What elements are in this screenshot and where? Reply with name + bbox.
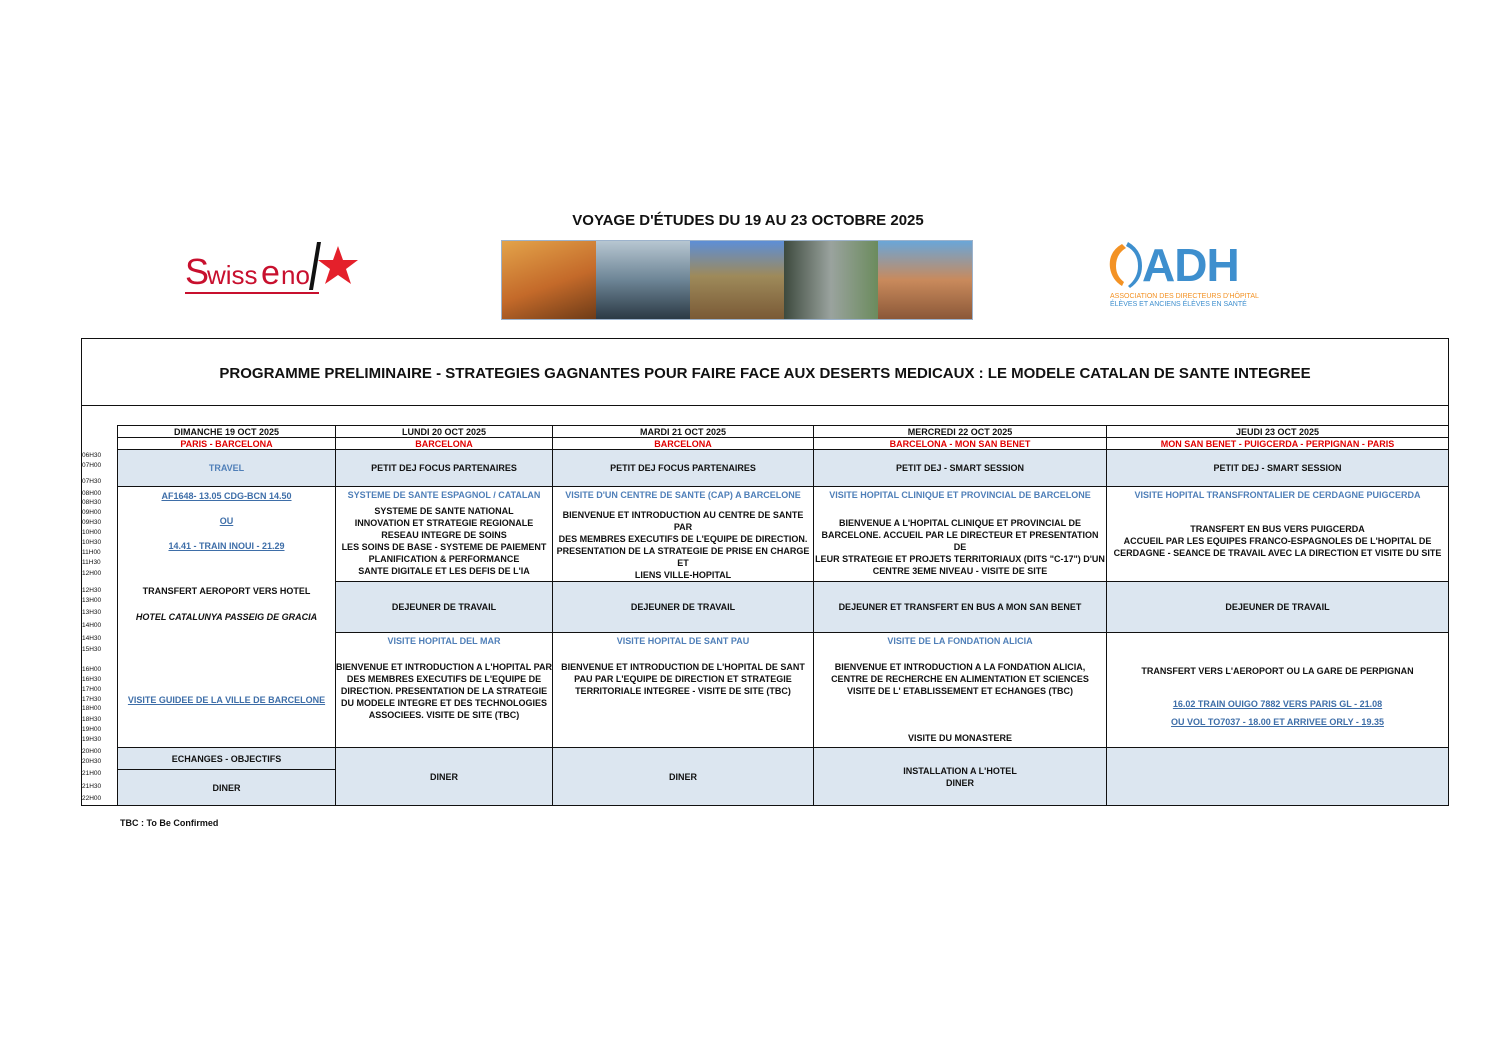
sunday-dinner: DINER xyxy=(117,769,336,806)
hour-label: 21H30 xyxy=(82,783,102,790)
tuesday-afternoon-line-1: BIENVENUE ET INTRODUCTION DE L'HOPITAL DE SANT xyxy=(561,662,805,672)
svg-text:wiss: wiss xyxy=(207,260,258,290)
sunday-exchanges: ECHANGES - OBJECTIFS xyxy=(117,747,336,770)
monday-afternoon-line-5: ASSOCIEES. VISITE DE SITE (TBC) xyxy=(368,710,520,720)
hour-label: 19H00 xyxy=(82,726,102,733)
monday-afternoon-line-3: DIRECTION. PRESENTATION DE LA STRATEGIE xyxy=(340,686,548,696)
location-sunday: PARIS - BARCELONA xyxy=(117,437,336,450)
monday-dinner: DINER xyxy=(335,747,553,806)
hour-label: 13H00 xyxy=(82,597,102,604)
tuesday-dinner: DINER xyxy=(552,747,814,806)
thursday-afternoon xyxy=(1106,632,1449,748)
tuesday-morning-line-2: DES MEMBRES EXECUTIFS DE L'EQUIPE DE DIRECTION. xyxy=(558,534,808,544)
hour-label: 12H00 xyxy=(82,570,102,577)
hour-label: 17H00 xyxy=(82,686,102,693)
monday-afternoon-line-1: BIENVENUE ET INTRODUCTION A L'HOPITAL PAR xyxy=(336,662,552,672)
sunday-hotel: HOTEL CATALUNYA PASSEIG DE GRACIA xyxy=(135,612,318,622)
hour-label: 21H00 xyxy=(82,770,102,777)
wednesday-evening-line-1: INSTALLATION A L'HOTEL xyxy=(903,765,1017,776)
wednesday-lunch: DEJEUNER ET TRANSFERT EN BUS A MON SAN BENET xyxy=(813,581,1107,633)
hour-label: 14H30 xyxy=(82,635,102,642)
monday-morning xyxy=(335,486,553,582)
tuesday-morning xyxy=(552,486,814,582)
sunday-city-tour-link[interactable]: VISITE GUIDEE DE LA VILLE DE BARCELONE xyxy=(127,695,326,705)
monday-morning-line-4: LES SOINS DE BASE - SYSTEME DE PAIEMENT xyxy=(341,542,547,552)
wednesday-evening-line-2: DINER xyxy=(945,777,974,788)
thursday-lunch: DEJEUNER DE TRAVAIL xyxy=(1106,581,1449,633)
hour-label: 16H30 xyxy=(82,676,102,683)
wednesday-afternoon xyxy=(813,632,1107,748)
tuesday-afternoon-line-3: TERRITORIALE INTEGREE - VISITE DE SITE (TBC) xyxy=(575,686,791,696)
hour-label: 16H00 xyxy=(82,666,102,673)
day-header-wednesday: MERCREDI 22 OCT 2025 xyxy=(813,425,1107,438)
monday-lunch: DEJEUNER DE TRAVAIL xyxy=(335,581,553,633)
hour-label: 07H00 xyxy=(82,462,102,469)
sunday-ou-link[interactable]: OU xyxy=(219,516,234,526)
footnote: TBC : To Be Confirmed xyxy=(120,818,219,828)
hour-label: 06H30 xyxy=(82,452,102,459)
hour-label: 08H30 xyxy=(82,499,102,506)
divider xyxy=(81,405,1449,406)
hour-label: 11H30 xyxy=(82,559,101,566)
location-thursday: MON SAN BENET - PUIGCERDA - PERPIGNAN - PARIS xyxy=(1106,437,1449,450)
hour-label: 18H30 xyxy=(82,716,102,723)
tuesday-afternoon xyxy=(552,632,814,748)
hour-label: 10H30 xyxy=(82,539,102,546)
sunday-main xyxy=(117,486,336,748)
wednesday-morning-line-2: BARCELONE. ACCUEIL PAR LE DIRECTEUR ET PRESENTATION DE xyxy=(821,530,1099,552)
swissenov-logo xyxy=(185,238,365,300)
program-title: PROGRAMME PRELIMINAIRE - STRATEGIES GAGNANTES POUR FAIRE FACE AUX DESERTS MEDICAUX : LE MODELE CATALAN DE SANTE INTEGREE xyxy=(219,365,1311,382)
sunday-flight-link[interactable]: AF1648- 13.05 CDG-BCN 14.50 xyxy=(161,491,292,501)
tuesday-morning-line-3: PRESENTATION DE LA STRATEGIE DE PRISE EN CHARGE ET xyxy=(556,546,810,568)
wednesday-morning-line-1: BIENVENUE A L'HOPITAL CLINIQUE ET PROVINCIAL DE xyxy=(839,518,1081,528)
hour-label: 17H30 xyxy=(82,696,102,703)
tuesday-morning-line-4: LIENS VILLE-HOPITAL xyxy=(634,570,732,580)
tuesday-morning-title: VISITE D'UN CENTRE DE SANTE (CAP) A BARCELONE xyxy=(565,489,801,500)
wednesday-evening xyxy=(813,747,1107,806)
wednesday-afternoon-line-3: VISITE DE L' ETABLISSEMENT ET ECHANGES (TBC) xyxy=(847,686,1073,696)
sunday-transfer: TRANSFERT AEROPORT VERS HOTEL xyxy=(142,586,311,596)
hour-label: 19H30 xyxy=(82,736,102,743)
day-header-thursday: JEUDI 23 OCT 2025 xyxy=(1106,425,1449,438)
tuesday-afternoon-title: VISITE HOPITAL DE SANT PAU xyxy=(616,636,750,646)
monday-morning-title: SYSTEME DE SANTE ESPAGNOL / CATALAN xyxy=(347,490,541,500)
wednesday-morning-title: VISITE HOPITAL CLINIQUE ET PROVINCIAL DE BARCELONE xyxy=(829,490,1091,500)
hour-label: 11H00 xyxy=(82,549,101,556)
day-header-monday: LUNDI 20 OCT 2025 xyxy=(335,425,553,438)
svg-text:no: no xyxy=(281,260,310,290)
wednesday-monastery: VISITE DU MONASTERE xyxy=(907,733,1012,743)
thursday-morning-line-1: TRANSFERT EN BUS VERS PUIGCERDA xyxy=(1190,524,1365,534)
tuesday-morning-line-1: BIENVENUE ET INTRODUCTION AU CENTRE DE SANTE PAR xyxy=(562,510,804,532)
thursday-train-link[interactable]: 16.02 TRAIN OUIGO 7882 VERS PARIS GL - 21.08 xyxy=(1172,699,1383,709)
hour-label: 14H00 xyxy=(82,622,102,629)
sunday-travel xyxy=(117,449,336,487)
thursday-flight-link[interactable]: OU VOL TO7037 - 18.00 ET ARRIVEE ORLY - 19.35 xyxy=(1171,717,1384,727)
hour-label: 13H30 xyxy=(82,609,102,616)
wednesday-afternoon-line-1: BIENVENUE ET INTRODUCTION A LA FONDATION ALICIA, xyxy=(834,662,1086,672)
sunday-train-link[interactable]: 14.41 - TRAIN INOUI - 21.29 xyxy=(168,541,285,551)
monday-morning-line-5: PLANIFICATION & PERFORMANCE xyxy=(368,554,520,564)
photo-banner xyxy=(501,240,973,320)
wednesday-morning-line-4: CENTRE 3EME NIVEAU - VISITE DE SITE xyxy=(872,566,1048,576)
thursday-transfer: TRANSFERT VERS L'AEROPORT OU LA GARE DE PERPIGNAN xyxy=(1141,666,1414,676)
monday-afternoon xyxy=(335,632,553,748)
wednesday-afternoon-title: VISITE DE LA FONDATION ALICIA xyxy=(887,636,1033,646)
svg-text:S: S xyxy=(185,251,210,292)
adh-subtitle-2: ÉLÈVES ET ANCIENS ÉLÈVES EN SANTÉ xyxy=(1110,301,1247,308)
tuesday-breakfast: PETIT DEJ FOCUS PARTENAIRES xyxy=(552,449,814,487)
location-wednesday: BARCELONA - MON SAN BENET xyxy=(813,437,1107,450)
wednesday-morning xyxy=(813,486,1107,582)
monday-morning-line-3: RESEAU INTEGRE DE SOINS xyxy=(381,530,507,540)
wednesday-morning-line-3: LEUR STRATEGIE ET PROJETS TERRITORIAUX (DITS "C-17") D'UN xyxy=(815,554,1105,564)
wednesday-breakfast: PETIT DEJ - SMART SESSION xyxy=(813,449,1107,487)
day-header-sunday: DIMANCHE 19 OCT 2025 xyxy=(117,425,336,438)
hour-label: 12H30 xyxy=(82,587,102,594)
hour-label: 20H30 xyxy=(82,758,102,765)
location-monday: BARCELONA xyxy=(335,437,553,450)
hour-label: 10H00 xyxy=(82,529,102,536)
monday-afternoon-line-2: DES MEMBRES EXECUTIFS DE L'EQUIPE DE xyxy=(346,674,542,684)
hour-label: 07H30 xyxy=(82,478,102,485)
monday-afternoon-line-4: DU MODELE INTEGRE ET DES TECHNOLOGIES xyxy=(340,698,547,708)
thursday-morning-title: VISITE HOPITAL TRANSFRONTALIER DE CERDAGNE PUIGCERDA xyxy=(1134,490,1421,500)
hour-label: 09H00 xyxy=(82,509,102,516)
adh-wordmark: ADH xyxy=(1142,239,1239,291)
document-title: VOYAGE D'ÉTUDES DU 19 AU 23 OCTOBRE 2025 xyxy=(572,212,924,229)
monday-breakfast: PETIT DEJ FOCUS PARTENAIRES xyxy=(335,449,553,487)
thursday-morning-line-2: ACCUEIL PAR LES EQUIPES FRANCO-ESPAGNOLES DE L'HOPITAL DE xyxy=(1123,536,1432,546)
adh-logo xyxy=(1108,239,1278,312)
monday-morning-line-2: INNOVATION ET STRATEGIE REGIONALE xyxy=(354,518,534,528)
location-tuesday: BARCELONA xyxy=(552,437,814,450)
hour-label: 15H30 xyxy=(82,646,102,653)
monday-morning-line-6: SANTE DIGITALE ET LES DEFIS DE L'IA xyxy=(358,566,530,576)
hour-label: 09H30 xyxy=(82,519,102,526)
hour-label: 20H00 xyxy=(82,748,102,755)
tuesday-afternoon-line-2: PAU PAR L'EQUIPE DE DIRECTION ET STRATEGIE xyxy=(574,674,792,684)
thursday-breakfast: PETIT DEJ - SMART SESSION xyxy=(1106,449,1449,487)
thursday-morning-line-3: CERDAGNE - SEANCE DE TRAVAIL AVEC LA DIRECTION ET VISITE DU SITE xyxy=(1113,548,1442,558)
hour-label: 22H00 xyxy=(82,795,102,802)
hour-label: 18H00 xyxy=(82,705,102,712)
tuesday-lunch: DEJEUNER DE TRAVAIL xyxy=(552,581,814,633)
thursday-morning xyxy=(1106,486,1449,582)
sunday-travel-label: TRAVEL xyxy=(208,463,245,473)
svg-text:e: e xyxy=(261,254,280,292)
adh-subtitle-1: ASSOCIATION DES DIRECTEURS D'HÔPITAL xyxy=(1110,293,1259,300)
day-header-tuesday: MARDI 21 OCT 2025 xyxy=(552,425,814,438)
hour-label: 08H00 xyxy=(82,490,102,497)
thursday-evening xyxy=(1106,747,1449,806)
monday-morning-line-1: SYSTEME DE SANTE NATIONAL xyxy=(374,506,514,516)
monday-afternoon-title: VISITE HOPITAL DEL MAR xyxy=(387,636,501,646)
wednesday-afternoon-line-2: CENTRE DE RECHERCHE EN ALIMENTATION ET SCIENCES xyxy=(831,674,1089,684)
